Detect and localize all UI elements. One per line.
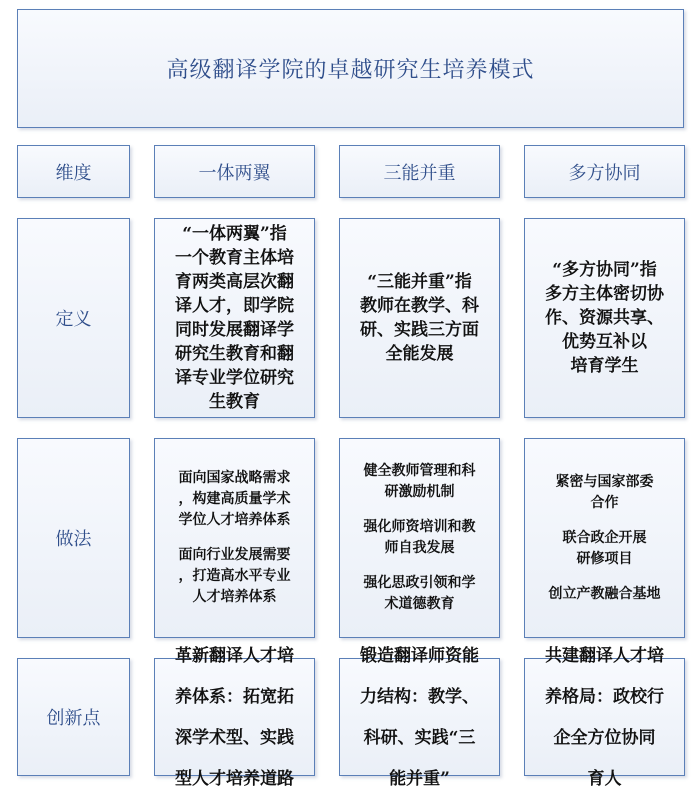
text-line: 师自我发展 [384, 540, 455, 556]
text-line: 型人才培养道路 [175, 768, 294, 789]
practice-col2-text [364, 461, 476, 615]
practice-label: 做法 [55, 529, 92, 550]
innovation-label: 创新点 [46, 708, 101, 729]
practice-col3 [524, 438, 685, 638]
text-line: 合作 [590, 494, 619, 511]
definition-label: 定义 [55, 309, 92, 330]
text-line: 养格局：政校行 [545, 686, 664, 707]
definition-col3 [524, 218, 685, 418]
title-box [17, 9, 684, 128]
text-line: 面向国家战略需求 [178, 470, 291, 486]
header-col1 [154, 145, 315, 198]
text-line: 译专业学位研究 [175, 368, 294, 388]
text-line: “一体两翼”指 [182, 224, 287, 244]
definition-col3-text [545, 258, 664, 378]
innovation-col3 [524, 645, 685, 789]
definition-col1-text [175, 222, 294, 414]
text-line: 人才培养体系 [192, 589, 277, 605]
practice-col3-text [549, 472, 661, 605]
text-line: 强化师资培训和教 [363, 519, 476, 535]
text-line: 同时发展翻译学 [175, 320, 294, 340]
practice-col1 [154, 438, 315, 638]
text-line: 作、资源共享、 [545, 308, 664, 328]
text-line: “多方协同”指 [552, 260, 657, 280]
innovation-col1-text [175, 627, 294, 808]
text-line: 健全教师管理和科 [363, 463, 476, 479]
text-line: 生教育 [209, 392, 260, 412]
text-line: 强化思政引领和学 [363, 575, 476, 591]
text-line: 企全方位协同 [553, 727, 656, 748]
text-line: 研究生教育和翻 [175, 344, 294, 364]
definition-col2 [339, 218, 500, 418]
text-line: ，构建高质量学术 [178, 491, 291, 507]
text-line: 术道德教育 [384, 596, 455, 612]
header-col2 [339, 145, 500, 198]
row-label-innovation [17, 658, 130, 776]
practice-col2 [339, 438, 500, 638]
text-line: 育两类高层次翻 [175, 272, 294, 292]
innovation-col2 [339, 645, 500, 789]
text-line: 教师在教学、科 [360, 296, 479, 316]
text-line: 培育学生 [570, 356, 639, 376]
diagram-title: 高级翻译学院的卓越研究生培养模式 [166, 58, 535, 83]
text-line: 译人才，即学院 [175, 296, 294, 316]
header-col3 [524, 145, 685, 198]
text-line: 革新翻译人才培 [175, 645, 294, 666]
text-line: 科研、实践“三 [363, 727, 476, 748]
definition-col1 [154, 218, 315, 418]
text-line: ，打造高水平专业 [178, 568, 291, 584]
practice-item [549, 472, 661, 514]
practice-item [179, 545, 291, 608]
innovation-col2-text [360, 627, 479, 808]
practice-col1-text [179, 468, 291, 608]
text-line: 多方主体密切协 [545, 284, 664, 304]
innovation-col1 [154, 645, 315, 789]
text-line: 研、实践三方面 [360, 320, 479, 340]
definition-col2-text [360, 270, 479, 366]
practice-item [549, 528, 661, 570]
header-col3-label: 多方协同 [568, 162, 641, 184]
text-line: 联合政企开展 [562, 529, 647, 546]
row-label-practice [17, 438, 130, 638]
text-line: 全能发展 [385, 344, 454, 364]
text-line: 面向行业发展需要 [178, 547, 291, 563]
practice-item [179, 468, 291, 531]
text-line: 研修项目 [576, 550, 633, 567]
header-dimension [17, 145, 130, 198]
header-col2-label: 三能并重 [383, 162, 456, 184]
practice-item [364, 461, 476, 503]
row-label-definition [17, 218, 130, 418]
header-dimension-label: 维度 [55, 162, 92, 184]
text-line: 力结构：教学、 [360, 686, 479, 707]
text-line: 锻造翻译师资能 [360, 645, 479, 666]
text-line: 能并重” [389, 768, 450, 789]
text-line: 紧密与国家部委 [555, 473, 654, 490]
text-line: 创立产教融合基地 [548, 585, 661, 602]
text-line: 养体系：拓宽拓 [175, 686, 294, 707]
text-line: 优势互补以 [562, 332, 647, 352]
innovation-col3-text [545, 627, 664, 808]
text-line: 育人 [587, 768, 622, 789]
text-line: 研激励机制 [384, 484, 455, 500]
practice-item [364, 573, 476, 615]
text-line: 深学术型、实践 [175, 727, 294, 748]
text-line: 一个教育主体培 [175, 248, 294, 268]
text-line: 共建翻译人才培 [545, 645, 664, 666]
text-line: “三能并重”指 [367, 272, 472, 292]
practice-item [364, 517, 476, 559]
header-col1-label: 一体两翼 [198, 162, 271, 184]
practice-item [549, 584, 661, 605]
text-line: 学位人才培养体系 [178, 512, 291, 528]
